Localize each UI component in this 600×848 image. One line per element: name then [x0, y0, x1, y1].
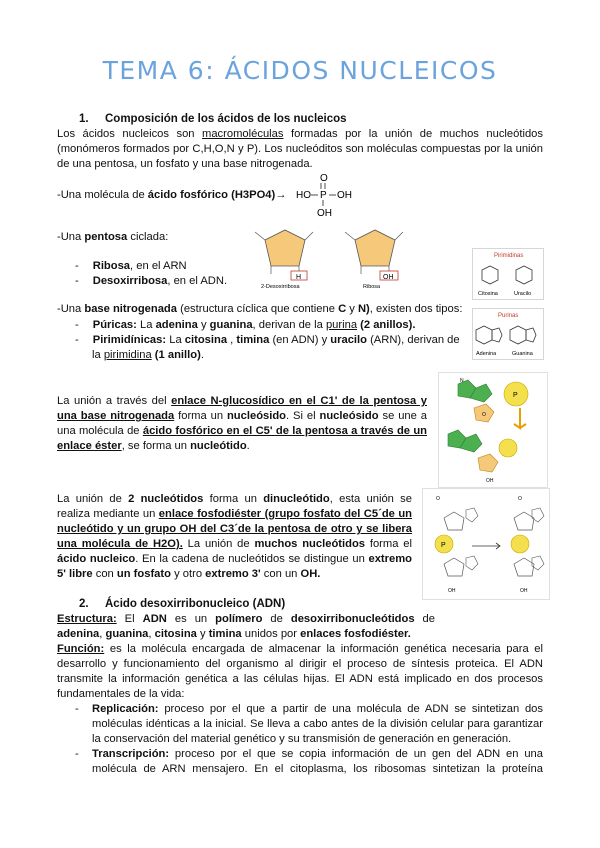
phosphate-term: un fosfato	[116, 568, 171, 580]
transcripcion-line-2: molécula de ARN mensajero. En el citoplasma, los ribosomas sintetizan la proteína	[92, 763, 543, 775]
dinucleotide-line-4	[57, 537, 412, 552]
adn-text: El	[116, 613, 143, 625]
pentose-line	[57, 230, 168, 245]
ribosa-item	[75, 259, 187, 274]
formula-o-top: O	[320, 173, 328, 184]
ester-bond-term: enlace éster	[57, 440, 122, 452]
intro-line-3: de una pentosa, un fosfato y una base nitrogenada.	[57, 158, 313, 170]
five-prime-term: 5' libre	[57, 568, 93, 580]
fig-o-label: O	[482, 412, 486, 418]
bases-text: , existen dos tipos:	[369, 303, 463, 315]
purina-term: purina	[325, 319, 358, 331]
bases-text: y	[346, 303, 358, 315]
polimero-term: polímero	[215, 613, 263, 625]
intro-text: Los ácidos nucleicos son	[57, 128, 203, 140]
dinuc-text: . En la cadena de nucleótidos se distingue un	[135, 553, 369, 565]
adenina-label: Adenina	[476, 351, 497, 357]
funcion-term: Función:	[57, 643, 105, 655]
dinucleotide-line-3	[57, 522, 412, 537]
replicacion-text: proceso por el que a partir de una molécula de ADN se sintetizan dos	[158, 703, 543, 715]
guanina-label: Guanina	[512, 351, 533, 357]
pirimidinicas-term: Pirimidínicas:	[92, 334, 167, 346]
two-rings-term: (2 anillos).	[357, 319, 416, 331]
pirim-text: ,	[227, 334, 237, 346]
nucleoside-line-2	[57, 409, 427, 424]
adn-text: de	[414, 613, 436, 625]
dinucleotide-line-5	[57, 552, 412, 567]
nitrogen-term: N)	[357, 303, 370, 315]
formula-oh-right: OH	[337, 190, 352, 201]
adn-text: de	[262, 613, 291, 625]
page-title: TEMA 6: ÁCIDOS NUCLEICOS	[102, 56, 498, 85]
adn-structure-line-2	[57, 627, 411, 642]
replicacion-line-2: moléculas idénticas a la inicial. Se lleva a cabo antes de la división celular para garantizar	[92, 718, 543, 730]
pirim-text: La	[166, 334, 185, 346]
water-release-term: una molécula de H2O).	[57, 538, 183, 550]
uracilo-term: uracilo	[330, 334, 367, 346]
bases-text: -Una	[57, 303, 85, 315]
pirimidinicas-item-line-2	[92, 348, 204, 363]
dinucleotido-term: dinucleótido	[263, 493, 330, 505]
section-2-title: Ácido desoxirribonucleico (ADN)	[105, 598, 286, 610]
extremo-term: extremo	[368, 553, 412, 565]
adn-text: unidos por	[241, 628, 301, 640]
section-1-title: Composición de los ácidos de los nucleicos	[105, 113, 347, 125]
fig-p-label: P	[513, 392, 518, 399]
nucleotide-formation-figure	[438, 372, 548, 488]
pirimidina-term: pirimidina	[103, 349, 152, 361]
n-glycosidic-bond-term: enlace N-glucosídico en el C1' de la pentosa y	[171, 395, 427, 407]
pirim-text: (en ADN) y	[269, 334, 331, 346]
section-2-number: 2.	[79, 598, 89, 610]
intro-text: formadas por la unión de muchos nucleótidos	[283, 128, 543, 140]
desoxi-h-label: H	[296, 274, 302, 281]
estructura-term: Estructura:	[57, 613, 117, 625]
pentose-term: pentosa	[84, 231, 128, 243]
timina-term: timina	[208, 628, 242, 640]
transcripcion-text: proceso por el que se copia información de un gen del ADN en una	[169, 748, 543, 760]
adn-text: ,	[99, 628, 106, 640]
transcripcion-line-1	[92, 747, 543, 762]
adn-function-line-2: desarrollo y funcionamiento del organismo al dirigir el proceso de síntesis proteica. El ADN	[57, 658, 543, 670]
purines-title: Purinas	[498, 313, 519, 319]
bullet-dash: -	[75, 319, 79, 331]
pentose-text: ciclada:	[127, 231, 169, 243]
section-1-heading	[79, 112, 347, 127]
pirim-text: .	[200, 349, 204, 361]
guanina-term: guanina	[209, 319, 253, 331]
nucleoside-text: .	[246, 440, 250, 452]
uracilo-label: Uracilo	[514, 291, 532, 297]
oh-term: OH.	[300, 568, 321, 580]
nucleoside-text: La unión a través del	[57, 395, 172, 407]
pentose-structures-figure	[243, 222, 423, 290]
dinuc-text: forma el	[365, 538, 412, 550]
ribosa-caption: Ribosa	[363, 284, 381, 290]
dinuc-text: La unión de	[182, 538, 255, 550]
section-1-number: 1.	[79, 113, 89, 125]
arrow-icon: →	[275, 189, 287, 201]
ribosa-oh-label: OH	[383, 274, 394, 281]
dinuc-oh-label: OH	[448, 588, 456, 594]
nucleoside-text: se une a	[378, 410, 427, 422]
phosphoric-acid-line	[57, 188, 286, 203]
adn-text: es la molécula encargada de almacenar la información genética necesaria para el	[104, 643, 543, 655]
dinuc-text: con	[92, 568, 117, 580]
dinuc-text: forma un	[203, 493, 264, 505]
intro-underline-term: macromoléculas	[202, 128, 284, 140]
pirimidinicas-item	[75, 333, 460, 348]
dinuc-text: realiza mediante un	[57, 508, 159, 520]
nucleoside-text: , se forma un	[121, 440, 191, 452]
nucleoside-line-4	[57, 439, 427, 454]
two-nucleotides-term: 2 nucleótidos	[128, 493, 204, 505]
dinuc-text: con un	[260, 568, 301, 580]
one-ring-term: (1 anillo)	[151, 349, 201, 361]
phosphoric-term: ácido fosfórico (H3PO4)	[147, 189, 276, 201]
dinuc-p-label: P	[441, 542, 446, 549]
desoxirribosa-item	[75, 274, 227, 289]
adn-text: y	[196, 628, 209, 640]
desoxi-caption: 2-Desoxirribosa	[261, 284, 300, 290]
section-2-heading	[79, 597, 285, 612]
carbon-term: C	[338, 303, 347, 315]
pirim-text: la	[92, 349, 104, 361]
purines-figure	[472, 308, 544, 360]
phosphoric-text: -Una molécula de	[57, 189, 148, 201]
phosphoric-acid-formula	[290, 170, 360, 218]
dinuc-text: La unión de	[57, 493, 129, 505]
citosina-term: citosina	[184, 334, 228, 346]
fig-n-label: N	[460, 378, 464, 384]
nucleosido-term: nucleósido	[319, 410, 379, 422]
dinucleotide-line-6	[57, 567, 412, 582]
ribosa-term: Ribosa	[92, 260, 131, 272]
desoxirribosa-structure	[255, 230, 313, 290]
replicacion-line-1	[92, 702, 543, 717]
puricas-term: Púricas:	[92, 319, 137, 331]
adn-function-line-1	[57, 642, 543, 657]
formula-oh-bottom: OH	[317, 208, 332, 218]
citosina-term: citosina	[154, 628, 197, 640]
three-prime-term: extremo 3'	[205, 568, 261, 580]
desoxirribosa-text: , en el ADN.	[167, 275, 228, 287]
timina-term: timina	[236, 334, 270, 346]
replicacion-dash: -	[75, 703, 79, 715]
adn-function-line-3: transmite la información genética a las células hijas. El ADN está implicado en dos procesos	[57, 673, 543, 685]
puricas-text: La	[136, 319, 156, 331]
nucleoside-line-1	[57, 394, 427, 409]
dinuc-o-label: O	[436, 496, 440, 502]
pyrimidines-figure	[472, 248, 544, 300]
replicacion-term: Replicación:	[92, 703, 159, 715]
fig-oh-label: OH	[486, 478, 494, 484]
nucleoside-line-3	[57, 424, 427, 439]
bullet-dash: -	[75, 275, 79, 287]
phosphoric-c5-term: ácido fosfórico en el C5' de la pentosa a través de un	[142, 425, 427, 437]
nucleotido-term: nucleótido	[190, 440, 247, 452]
nucleic-acid-term: ácido nucleico	[57, 553, 136, 565]
phosphodiester-term-cont: nucleótido y un grupo OH del C3´de la pentosa de otro y se libera	[57, 523, 412, 535]
nucleoside-text: forma un	[174, 410, 227, 422]
bases-term: base nitrogenada	[84, 303, 177, 315]
dinucleotide-line-1	[57, 492, 412, 507]
transcripcion-dash: -	[75, 748, 79, 760]
ribosa-structure	[345, 230, 403, 290]
intro-line-2: (monómeros formados por C,H,O,N y P). Los nucleóditos son moléculas compuestas por la unión	[57, 143, 543, 155]
puricas-text: , derivan de la	[252, 319, 326, 331]
dinuc-o-label-2: O	[518, 496, 522, 502]
adn-structure-line-1	[57, 612, 435, 627]
dinucleotide-line-2	[57, 507, 412, 522]
transcripcion-term: Transcripción:	[92, 748, 170, 760]
dinuc-oh-label-2: OH	[520, 588, 528, 594]
dinuc-text: y otro	[170, 568, 206, 580]
formula-p: P	[320, 190, 327, 201]
bases-text: (estructura cíclica que contiene	[177, 303, 339, 315]
adenina-term: adenina	[155, 319, 198, 331]
dinucleotide-figure	[422, 488, 550, 600]
intro-line-1	[57, 127, 543, 142]
pentose-text: -Una	[57, 231, 85, 243]
bullet-dash: -	[75, 334, 79, 346]
desoxirribonucleotidos-term: desoxirribonucleótidos	[290, 613, 415, 625]
replicacion-line-3: la conservación del material genético y su transmisión de generación en generación.	[92, 733, 512, 745]
adn-term: ADN	[142, 613, 167, 625]
pirim-text: (ARN), derivan de	[366, 334, 460, 346]
adn-text: es un	[166, 613, 216, 625]
nucleoside-text: una molécula de	[57, 425, 143, 437]
ribosa-text: , en el ARN	[130, 260, 187, 272]
adn-text: ,	[148, 628, 155, 640]
adn-function-line-4: fundamentales de la vida:	[57, 688, 185, 700]
nucleosido-term: nucleósido	[226, 410, 287, 422]
puricas-text: y	[197, 319, 210, 331]
phosphodiester-term: enlace fosfodiéster (grupo fosfato del C5´de un	[158, 508, 413, 520]
citosina-label: Citosina	[478, 291, 498, 297]
guanina-term: guanina	[105, 628, 149, 640]
pyrimidines-title: Pirimidinas	[494, 253, 524, 259]
desoxirribosa-term: Desoxirribosa	[92, 275, 168, 287]
bases-intro-line	[57, 302, 462, 317]
many-nucleotides-term: muchos nucleótidos	[254, 538, 365, 550]
formula-ho: HO	[296, 190, 311, 201]
bullet-dash: -	[75, 260, 79, 272]
nucleoside-text: . Si el	[286, 410, 320, 422]
phosphodiester-bonds-term: enlaces fosfodiéster.	[300, 628, 411, 640]
dinuc-text: , esta unión se	[329, 493, 412, 505]
puricas-item	[75, 318, 415, 333]
base-term: una base nitrogenada	[57, 410, 175, 422]
adenina-term: adenina	[57, 628, 100, 640]
